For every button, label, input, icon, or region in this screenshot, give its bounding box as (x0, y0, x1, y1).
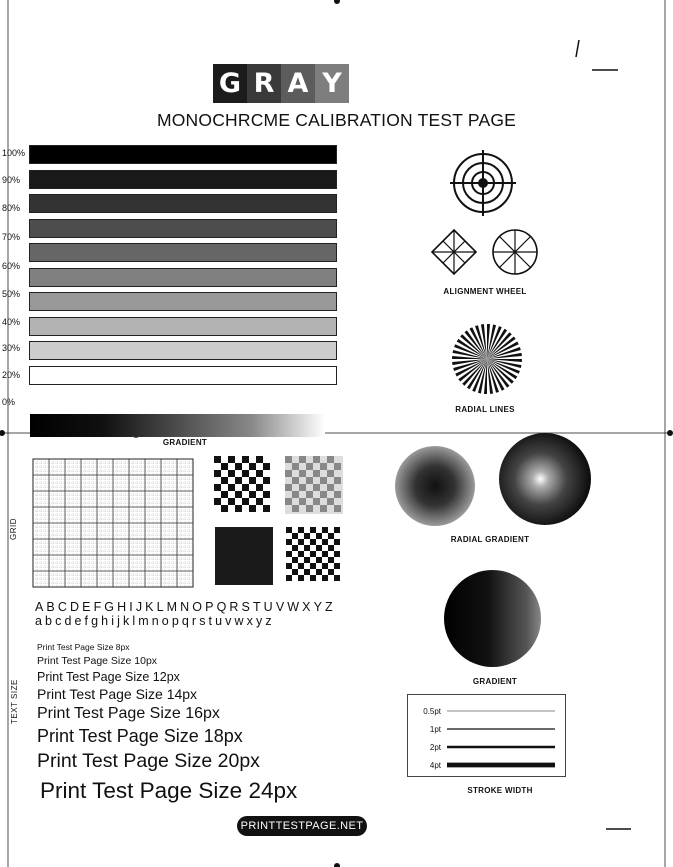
gradient-caption: GRADIENT (162, 438, 208, 447)
text-size-line: Print Test Page Size 10px (37, 655, 158, 667)
text-size-line: Print Test Page Size 14px (37, 686, 198, 702)
text-size-line: Print Test Page Size 12px (37, 670, 180, 684)
stroke-label: 1pt (429, 725, 441, 734)
radial-gradient-caption: RADIAL GRADIENT (450, 535, 530, 544)
text-size-line: Print Test Page Size 18px (37, 726, 243, 746)
stroke-label: 2pt (429, 743, 441, 752)
stroke-label: 4pt (429, 761, 441, 770)
radial-wedge (452, 356, 487, 359)
bar-label: 70% (2, 232, 21, 242)
bar-label: 50% (2, 289, 21, 299)
checkerboard-dark (214, 456, 272, 514)
text-size-label: TEXT SIZE (10, 679, 19, 724)
text-size-line: Print Test Page Size 20px (37, 750, 260, 772)
radial-wedge (487, 359, 522, 362)
stroke-label: 0.5pt (423, 707, 441, 716)
target-icon (450, 150, 516, 216)
page-title: MONOCHRCME CALIBRATION TEST PAGE (156, 110, 517, 130)
logo-letter: R (247, 64, 281, 103)
solid-dark-square (215, 527, 273, 585)
gray-bar-80 (29, 194, 337, 213)
text-size-line: Print Test Page Size 8px (37, 642, 130, 652)
gray-bar-0 (29, 366, 337, 385)
gray-bar-40 (29, 292, 337, 311)
logo-letter: G (213, 64, 247, 103)
hard-radial-gradient (499, 433, 591, 525)
gray-bar-60 (29, 243, 337, 262)
gray-bar-20 (29, 341, 337, 360)
bar-label: 40% (2, 317, 21, 327)
radial-wedge (484, 359, 487, 394)
logo-letter: A (281, 64, 315, 103)
gray-bar-50 (29, 268, 337, 287)
gray-bar-70 (29, 219, 337, 238)
circle-wheel-icon (491, 228, 539, 276)
stroke-caption: STROKE WIDTH (467, 786, 533, 795)
stroke-lines (445, 700, 560, 775)
text-size-line: Print Test Page Size 24px (40, 778, 298, 803)
alphabet-lower: abcdefghijklmnopqrstuvwxyz (35, 614, 275, 628)
grid-label: GRID (9, 518, 18, 540)
checkerboard-light (285, 456, 343, 514)
footer-link[interactable]: PRINTTESTPAGE.NET (237, 816, 367, 836)
bar-label: 100% (2, 148, 26, 158)
gray-bar-90 (29, 170, 337, 189)
bar-label: 90% (2, 175, 21, 185)
bar-label: 60% (2, 261, 21, 271)
bar-label: 0% (2, 397, 16, 407)
radial-lines-caption: RADIAL LINES (455, 405, 515, 414)
diamond-wheel-icon (430, 228, 478, 276)
bar-label: 20% (2, 370, 21, 380)
radial-wedge (487, 324, 490, 359)
calibration-grid (32, 458, 194, 588)
soft-radial-gradient (395, 446, 475, 526)
sphere-gradient (444, 570, 541, 667)
checkerboard-fine (286, 527, 344, 585)
sphere-gradient-caption: GRADIENT (472, 677, 518, 686)
alphabet-upper: ABCDEFGHIJKLMNOPQRSTUVWXYZ (35, 600, 336, 614)
gray-bar-30 (29, 317, 337, 336)
text-size-line: Print Test Page Size 16px (37, 705, 220, 722)
gray-bar-100 (29, 145, 337, 164)
bar-label: 30% (2, 343, 21, 353)
linear-gradient-bar (30, 414, 325, 437)
radial-lines-icon (451, 323, 523, 395)
alignment-caption: ALIGNMENT WHEEL (443, 287, 527, 296)
logo-letter: Y (315, 64, 349, 103)
bar-label: 80% (2, 203, 21, 213)
